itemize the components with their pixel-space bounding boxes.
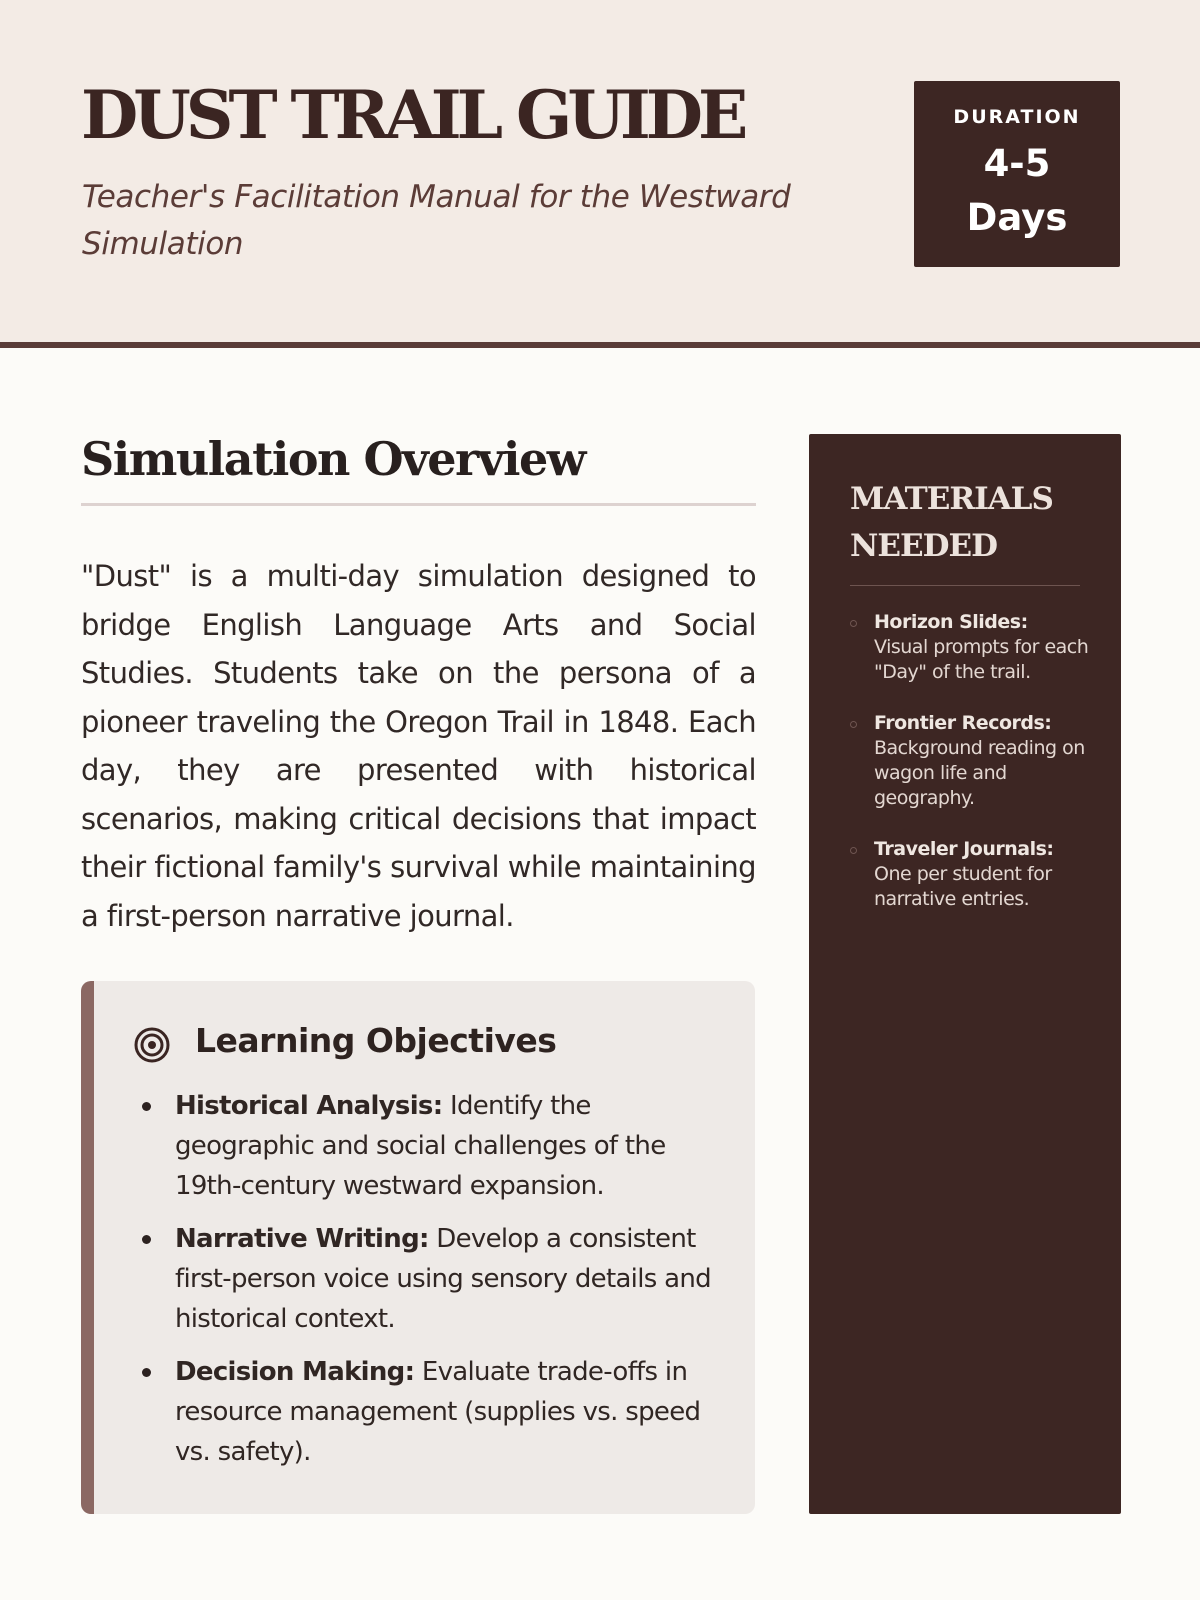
material-term: Horizon Slides: [874,611,1028,633]
overview-paragraph: "Dust" is a multi-day simulation designed to bridge English Language Arts and Social Studies. Students take on the persona of a pioneer traveling the Oregon Trail in 1848. Each day, they are presented with historical scenarios, making critical decisions that impact their fictional family's survival while maintaining a first-person narrative journal. [81,559,756,933]
document-title: DUST TRAIL GUIDE [81,76,744,154]
material-description: Background reading on wagon life and geography. [874,737,1085,809]
circle-bullet-icon [850,847,857,854]
objective-list [175,1086,735,1485]
duration-badge [914,81,1120,267]
duration-value: 4-5 Days [966,142,1068,239]
circle-bullet-icon [850,620,857,627]
material-description: Visual prompts for each "Day" of the trail. [874,636,1089,683]
material-item-frontier-records [850,711,1090,811]
target-icon [134,1027,170,1063]
objective-description: Develop a consistent first-person voice using sensory details and historical context. [175,1224,711,1334]
objective-term: Decision Making: [175,1357,415,1387]
materials-list [850,610,1090,938]
document-subtitle: Teacher's Facilitation Manual for the Westward Simulation [82,179,791,262]
material-item-traveler-journals [850,837,1090,912]
objective-item-narrative-writing [175,1219,735,1339]
objective-term: Historical Analysis: [175,1091,443,1121]
learning-objectives-card [81,981,755,1514]
objective-term: Narrative Writing: [175,1224,429,1254]
objective-item-decision-making [175,1352,735,1472]
document-header [0,0,1200,348]
material-term: Frontier Records: [874,712,1052,734]
objectives-heading: Learning Objectives [195,1021,557,1060]
bullet-icon [142,1235,151,1244]
materials-sidebar [809,434,1121,1514]
materials-heading: MATERIALS NEEDED [850,476,1080,586]
material-item-horizon-slides [850,610,1090,685]
bullet-icon [142,1368,151,1377]
overview-heading: Simulation Overview [81,433,756,506]
objective-description: Identify the geographic and social challenges of the 19th-century westward expansion. [175,1091,666,1201]
material-term: Traveler Journals: [874,838,1054,860]
objective-item-historical-analysis [175,1086,735,1206]
material-description: One per student for narrative entries. [874,863,1052,910]
objective-description: Evaluate trade-offs in resource management (supplies vs. speed vs. safety). [175,1357,701,1467]
circle-bullet-icon [850,721,857,728]
duration-label: DURATION [953,106,1081,128]
bullet-icon [142,1102,151,1111]
